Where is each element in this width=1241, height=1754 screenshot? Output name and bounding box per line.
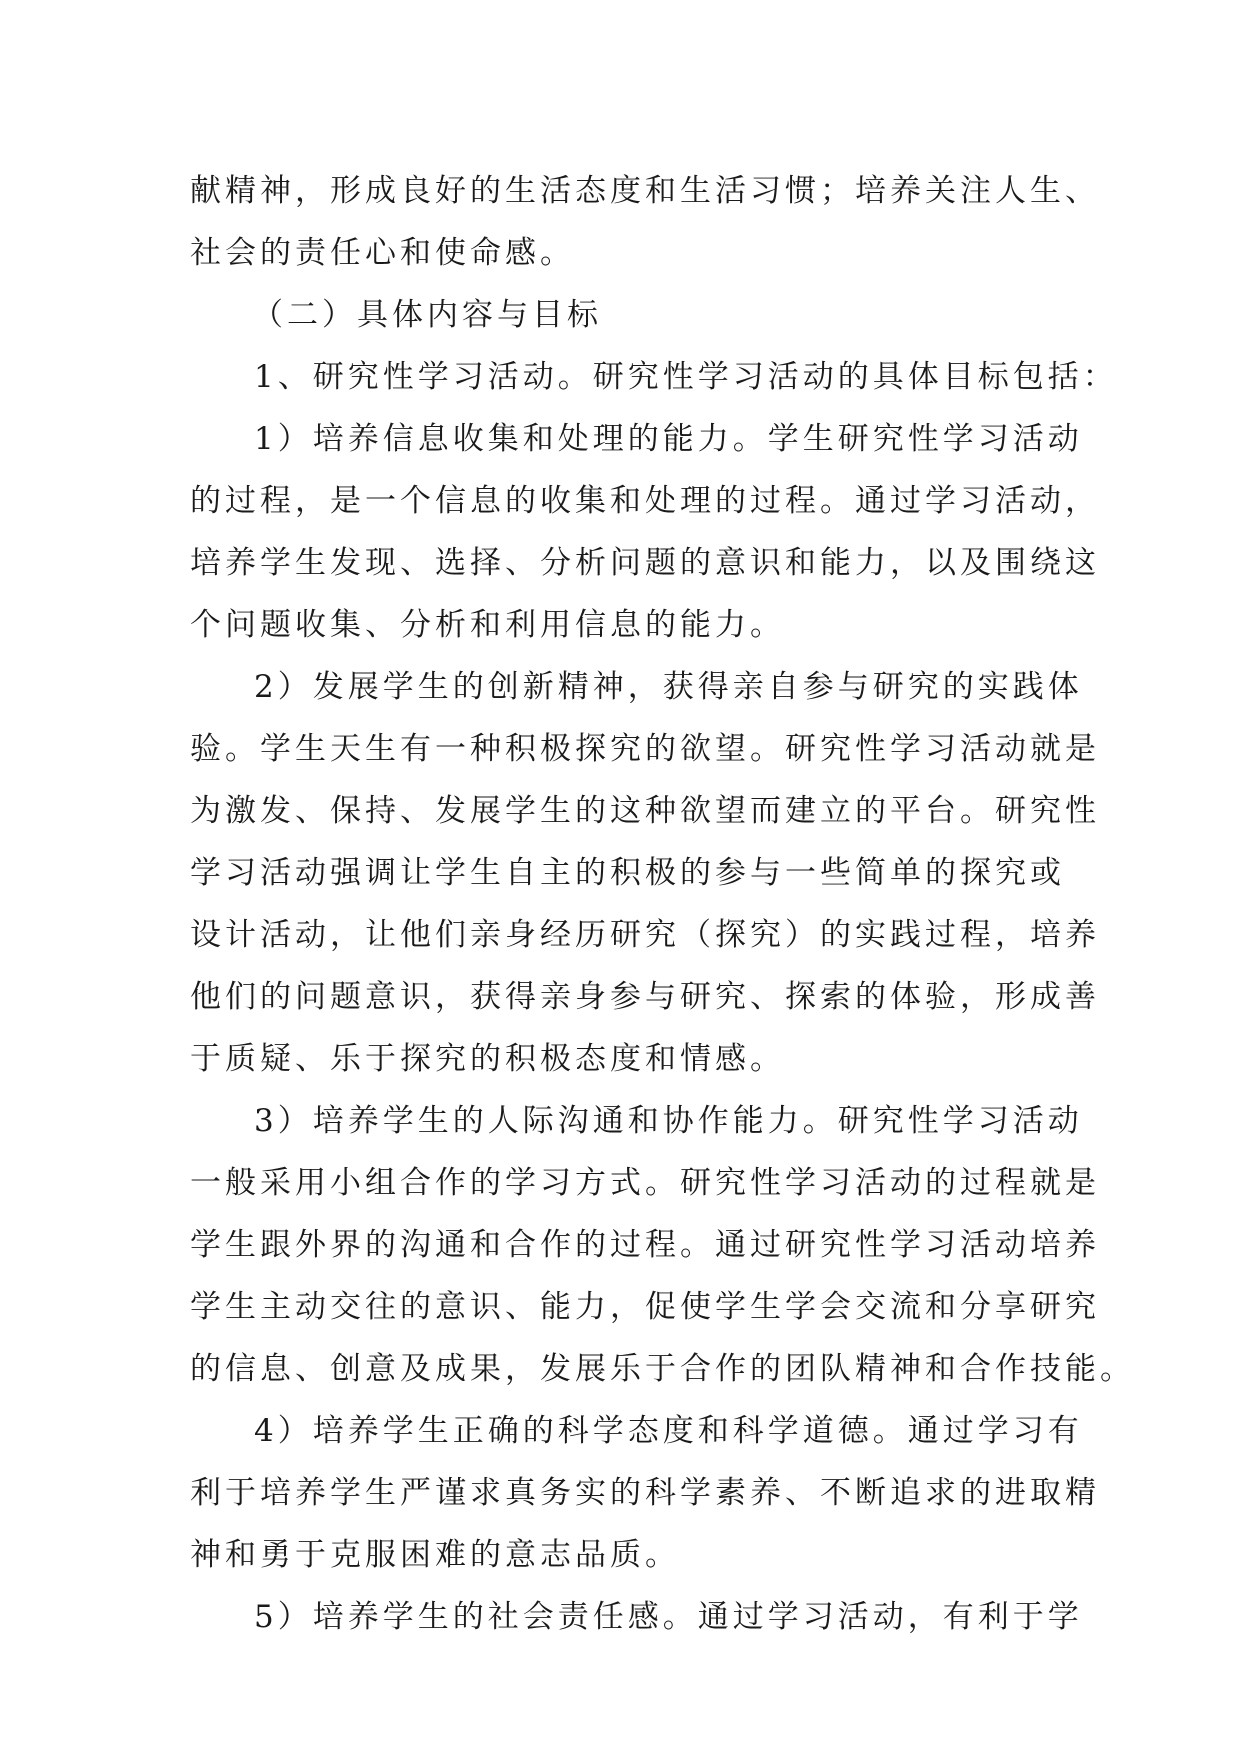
text-line: 为激发、保持、发展学生的这种欲望而建立的平台。研究性 xyxy=(190,793,1100,829)
text-line: 学习活动强调让学生自主的积极的参与一些简单的探究或 xyxy=(190,855,1065,891)
text-line: 的过程，是一个信息的收集和处理的过程。通过学习活动， xyxy=(190,483,1100,519)
text-line: 2）发展学生的创新精神，获得亲自参与研究的实践体 xyxy=(254,669,1083,705)
text-line: 1）培养信息收集和处理的能力。学生研究性学习活动 xyxy=(254,421,1083,457)
text-line: 设计活动，让他们亲身经历研究（探究）的实践过程，培养 xyxy=(190,917,1100,953)
text-line: 他们的问题意识，获得亲身参与研究、探索的体验，形成善 xyxy=(190,979,1100,1015)
text-line: 5）培养学生的社会责任感。通过学习活动，有利于学 xyxy=(254,1599,1083,1635)
text-line: 于质疑、乐于探究的积极态度和情感。 xyxy=(190,1041,785,1077)
text-line: 的信息、创意及成果，发展乐于合作的团队精神和合作技能。 xyxy=(190,1351,1135,1387)
text-line: 3）培养学生的人际沟通和协作能力。研究性学习活动 xyxy=(254,1103,1083,1139)
text-line: 社会的责任心和使命感。 xyxy=(190,235,575,271)
text-line: 学生主动交往的意识、能力，促使学生学会交流和分享研究 xyxy=(190,1289,1100,1325)
text-line: 个问题收集、分析和利用信息的能力。 xyxy=(190,607,785,643)
text-line: 培养学生发现、选择、分析问题的意识和能力，以及围绕这 xyxy=(190,545,1100,581)
section-heading: （二）具体内容与目标 xyxy=(252,297,602,333)
text-line: 学生跟外界的沟通和合作的过程。通过研究性学习活动培养 xyxy=(190,1227,1100,1263)
text-line: 献精神，形成良好的生活态度和生活习惯；培养关注人生、 xyxy=(190,173,1100,209)
text-line: 一般采用小组合作的学习方式。研究性学习活动的过程就是 xyxy=(190,1165,1100,1201)
text-line: 神和勇于克服困难的意志品质。 xyxy=(190,1537,680,1573)
text-line: 4）培养学生正确的科学态度和科学道德。通过学习有 xyxy=(254,1413,1083,1449)
subsection-heading: 1、研究性学习活动。研究性学习活动的具体目标包括： xyxy=(254,359,1118,395)
document-body xyxy=(190,160,1135,1648)
text-line: 验。学生天生有一种积极探究的欲望。研究性学习活动就是 xyxy=(190,731,1100,767)
text-line: 利于培养学生严谨求真务实的科学素养、不断追求的进取精 xyxy=(190,1475,1100,1511)
